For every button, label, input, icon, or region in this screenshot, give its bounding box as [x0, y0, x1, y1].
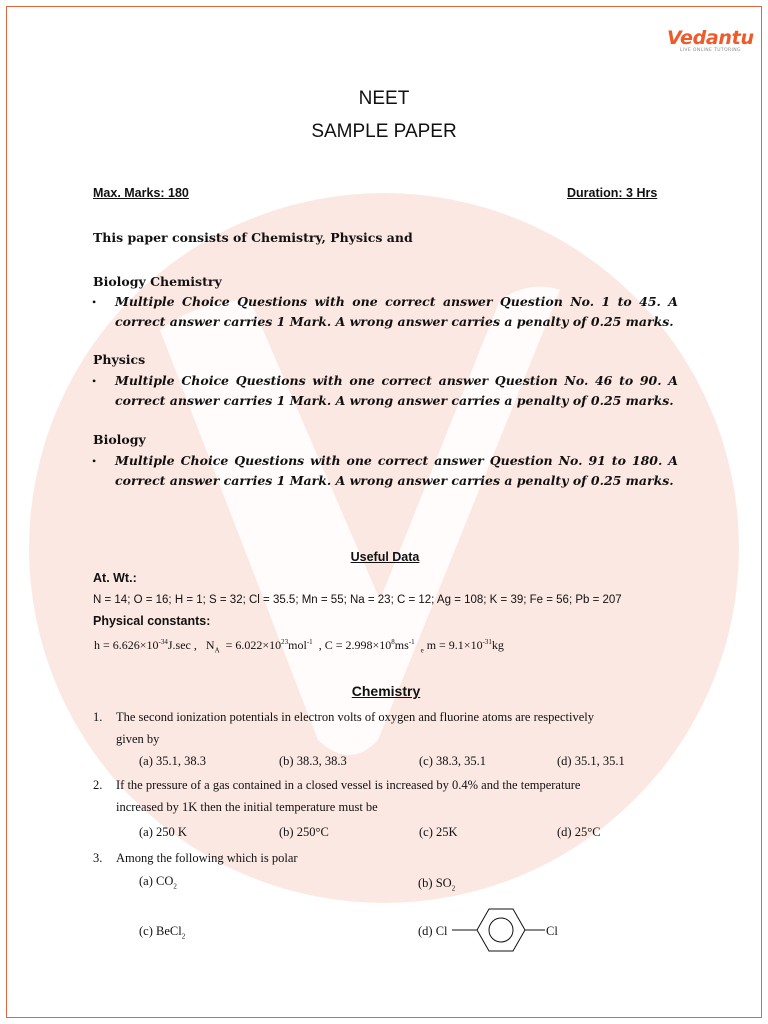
question-text: increased by 1K then the initial temperature must be	[116, 800, 378, 814]
atomic-weights-values: N = 14; O = 16; H = 1; S = 32; Cl = 35.5; Mn = 55; Na = 23; C = 12; Ag = 108; K = 39; Fe = 56; Pb = 207	[93, 594, 622, 606]
logo-wordmark: Vedantu	[667, 27, 754, 49]
bullet-icon: •	[92, 454, 97, 468]
question-number: 2.	[93, 778, 103, 792]
question-text: The second ionization potentials in electron volts of oxygen and fluorine atoms are respectively	[116, 710, 594, 724]
section-heading-physics: Physics	[93, 352, 146, 367]
physical-constants-values: $h = 6.626\times 10^{-34}J.\sec$ , $N_A = 6.022\times 10^{23}mol^{-1}$ , $C = 2.998\times 10^8ms^{-1}$ $_e$ $m = 9.1\times 10^{-31}kg$	[94, 638, 504, 655]
vedantu-logo	[667, 27, 754, 53]
chemistry-heading: Chemistry	[351, 683, 421, 699]
question-text: Among the following which is polar	[116, 851, 298, 865]
option-a: (a) 250 K	[139, 825, 187, 839]
question-number: 1.	[93, 710, 103, 724]
section-instructions: Multiple Choice Questions with one correct answer Question No. 91 to 180. A correct answer carries 1 Mark. A wrong answer carries a penalty of 0.25 marks.	[115, 453, 678, 488]
intro-text: This paper consists of Chemistry, Physics and	[93, 230, 413, 245]
useful-data-heading: Useful Data	[350, 550, 420, 564]
option-d: (d) 35.1, 35.1	[557, 754, 625, 768]
option-c: (c) 38.3, 35.1	[419, 754, 486, 768]
paper-subtitle: SAMPLE PAPER	[311, 121, 457, 142]
option-b: (b) 250°C	[279, 825, 329, 839]
dichlorobenzene-structure-icon	[452, 903, 547, 959]
option-a: (a) $CO_2$	[139, 874, 177, 891]
page-border	[6, 6, 762, 1018]
max-marks: Max. Marks: 180	[93, 186, 189, 200]
bullet-icon: •	[92, 374, 97, 388]
question-number: 3.	[93, 851, 103, 865]
section-heading-biology: Biology	[93, 432, 146, 447]
option-a: (a) 35.1, 38.3	[139, 754, 206, 768]
option-d: (d) 25°C	[557, 825, 601, 839]
question-text: given by	[116, 732, 160, 746]
logo-tagline: LIVE ONLINE TUTORING	[679, 48, 741, 53]
question-text: If the pressure of a gas contained in a closed vessel is increased by 0.4% and the temperature	[116, 778, 581, 792]
option-d: (d) Cl	[418, 924, 448, 938]
option-b: (b) 38.3, 38.3	[279, 754, 347, 768]
option-b: (b) $SO_2$	[418, 876, 456, 893]
section-heading-biology-chemistry: Biology Chemistry	[93, 274, 222, 289]
chlorine-label: Cl	[546, 924, 558, 938]
option-c: (c) 25K	[419, 825, 458, 839]
bullet-icon: •	[92, 295, 97, 309]
physical-constants-label: Physical constants:	[93, 614, 211, 628]
option-c: (c) BeCl$_2$	[139, 924, 186, 941]
section-instructions: Multiple Choice Questions with one correct answer Question No. 46 to 90. A correct answer carries 1 Mark. A wrong answer carries a penalty of 0.25 marks.	[115, 373, 678, 408]
exam-title: NEET	[358, 88, 410, 109]
section-instructions: Multiple Choice Questions with one correct answer Question No. 1 to 45. A correct answer carries 1 Mark. A wrong answer carries a penalty of 0.25 marks.	[115, 294, 678, 329]
atomic-weights-label: At. Wt.:	[93, 571, 137, 585]
duration: Duration: 3 Hrs	[567, 186, 658, 200]
